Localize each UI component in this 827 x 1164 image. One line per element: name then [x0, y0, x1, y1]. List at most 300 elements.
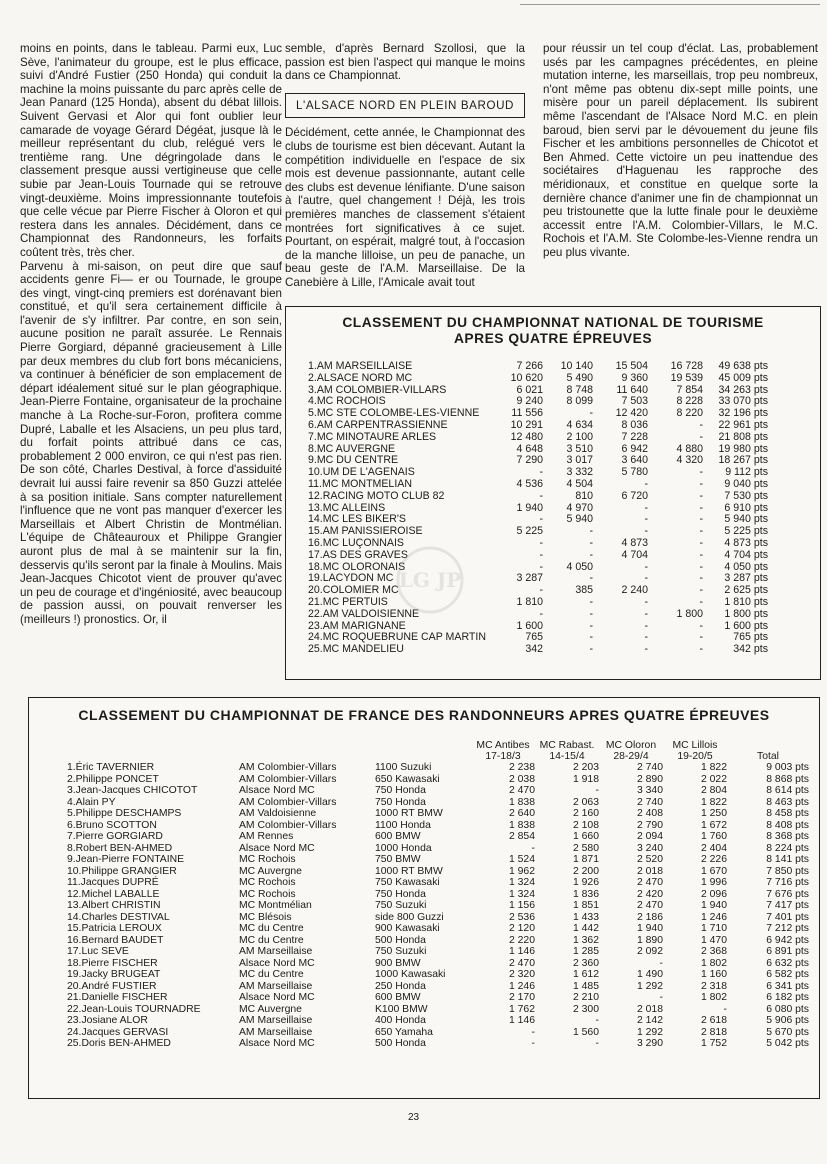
round-points: 2 142 — [636, 1015, 663, 1026]
round-points: 2 804 — [700, 785, 727, 796]
total-points: 3 287 pts — [724, 572, 768, 585]
club-name: 25.MC MANDELIEU — [308, 643, 404, 656]
total-points: 6 632 pts — [766, 957, 809, 969]
round-points: - — [699, 513, 703, 526]
round-points: 2 818 — [700, 1026, 727, 1038]
total-points: 5 225 pts — [724, 525, 768, 538]
tourism-table — [308, 361, 768, 656]
table-row — [308, 432, 768, 444]
total-points: 19 980 pts — [718, 442, 768, 455]
round-points: 8 220 — [676, 407, 703, 420]
motorcycle: 750 Suzuki — [375, 946, 427, 957]
total-points: 765 pts — [733, 631, 768, 644]
header-spacer — [375, 734, 471, 762]
motorcycle: 1000 RT BMW — [375, 808, 443, 819]
total-points: 5 670 pts — [766, 1026, 809, 1038]
total-points: 8 408 pts — [766, 819, 809, 831]
club-name: 8.MC AUVERGNE — [308, 442, 396, 455]
total-points: 18 267 pts — [718, 454, 768, 467]
club-name: 18.MC OLORONAIS — [308, 560, 406, 573]
club: Alsace Nord MC — [239, 785, 315, 796]
total-points: 21 808 pts — [718, 430, 768, 443]
motorcycle: 750 Suzuki — [375, 900, 427, 911]
round-points: 6 021 — [516, 383, 543, 396]
round-points: - — [531, 1038, 535, 1049]
round-points: - — [595, 785, 599, 796]
total-points: 9 003 pts — [766, 762, 809, 773]
round-points: 1 246 — [700, 911, 727, 923]
round-points: 1 146 — [508, 1015, 535, 1026]
table-row — [67, 820, 809, 832]
club-name: 23.AM MARIGNANE — [308, 619, 406, 632]
club: AM Valdoisienne — [239, 808, 317, 819]
round-points: - — [539, 466, 543, 479]
round-points: 1 710 — [700, 923, 727, 934]
round-points: 6 720 — [621, 489, 648, 502]
round-points: 2 203 — [572, 762, 599, 773]
rider-name: 14.Charles DESTIVAL — [67, 911, 170, 923]
rider-name: 11.Jacques DUPRÉ — [67, 877, 159, 888]
round-points: 1 156 — [508, 900, 535, 911]
round-points: 10 620 — [510, 371, 543, 384]
motorcycle: 650 Yamaha — [375, 1026, 433, 1038]
club-name: 21.MC PERTUIS — [308, 595, 388, 608]
round-points: 2 018 — [636, 865, 663, 877]
round-points: - — [589, 572, 593, 585]
round-points: 2 618 — [700, 1015, 727, 1026]
round-points: 2 520 — [636, 854, 663, 865]
round-points: 1 442 — [572, 923, 599, 934]
round-points: 2 640 — [508, 808, 535, 819]
total-points: 7 401 pts — [766, 911, 809, 923]
round-points: - — [699, 489, 703, 502]
round-points: - — [659, 992, 663, 1003]
rider-name: 22.Jean-Louis TOURNADRE — [67, 1003, 201, 1015]
club: Alsace Nord MC — [239, 957, 315, 969]
round-points: 2 186 — [636, 911, 663, 923]
club: MC Auvergne — [239, 1003, 302, 1015]
club: MC Blésois — [239, 911, 292, 923]
rider-name: 10.Philippe GRANGIER — [67, 865, 177, 877]
round-points: 1 485 — [572, 980, 599, 992]
round-points: - — [723, 1003, 727, 1015]
club-name: 14.MC LES BIKER'S — [308, 513, 406, 526]
round-points: 2 038 — [508, 773, 535, 785]
total-points: 5 906 pts — [766, 1015, 809, 1026]
rider-name: 7.Pierre GORGIARD — [67, 831, 163, 842]
round-points: - — [699, 619, 703, 632]
motorcycle: 900 Kawasaki — [375, 923, 440, 934]
club-name: 20.COLOMIER MC — [308, 584, 399, 597]
round-points: 2 536 — [508, 911, 535, 923]
tourism-ranking-box — [285, 306, 821, 680]
round-points: - — [699, 477, 703, 490]
motorcycle: 750 Kawasaki — [375, 877, 440, 888]
rider-name: 20.André FUSTIER — [67, 980, 157, 992]
total-points: 6 910 pts — [724, 501, 768, 514]
total-points: 45 009 pts — [718, 371, 768, 384]
round-points: 3 640 — [621, 454, 648, 467]
round-points: - — [699, 501, 703, 514]
round-points: 6 942 — [621, 442, 648, 455]
club-name: 2.ALSACE NORD MC — [308, 371, 413, 384]
total-points: 2 625 pts — [724, 584, 768, 597]
table-row — [67, 797, 809, 809]
table-row — [308, 609, 768, 621]
total-points: 7 716 pts — [766, 877, 809, 888]
total-points: 1 600 pts — [724, 619, 768, 632]
table-row — [308, 373, 768, 385]
round-points: 2 360 — [572, 957, 599, 969]
table-row — [67, 981, 809, 993]
total-points: 7 676 pts — [766, 888, 809, 900]
round-points: - — [644, 572, 648, 585]
rider-name: 24.Jacques GERVASI — [67, 1026, 169, 1038]
round-points: - — [589, 631, 593, 644]
club-name: 3.AM COLOMBIER-VILLARS — [308, 383, 447, 396]
round-points: - — [699, 430, 703, 443]
total-points: 32 196 pts — [718, 407, 768, 420]
round-points: 2 096 — [700, 888, 727, 900]
round-points: 1 940 — [700, 900, 727, 911]
total-points: 8 463 pts — [766, 796, 809, 808]
total-points: 6 080 pts — [766, 1003, 809, 1015]
club: MC du Centre — [239, 934, 304, 946]
total-points: 9 112 pts — [725, 466, 768, 479]
round-points: 1 890 — [636, 934, 663, 946]
round-points: 1 802 — [700, 957, 727, 969]
round-points: 1 250 — [700, 808, 727, 819]
round-points: 2 470 — [636, 877, 663, 888]
club-name: 11.MC MONTMELIAN — [308, 477, 412, 490]
round-points: 4 970 — [566, 501, 593, 514]
round-points: 8 099 — [566, 395, 593, 408]
round-points: - — [589, 525, 593, 538]
round-points: 9 240 — [516, 395, 543, 408]
table-row — [308, 479, 768, 491]
round-points: - — [589, 643, 593, 656]
rider-name: 2.Philippe PONCET — [67, 773, 159, 785]
total-points: 7 530 pts — [724, 489, 768, 502]
club: MC du Centre — [239, 923, 304, 934]
club: AM Colombier-Villars — [239, 773, 337, 785]
club-name: 13.MC ALLEINS — [308, 501, 386, 514]
club: AM Colombier-Villars — [239, 819, 337, 831]
round-points: 11 640 — [616, 383, 648, 396]
round-points: 1 810 — [516, 595, 543, 608]
table-row — [67, 900, 809, 912]
round-points: - — [539, 560, 543, 573]
round-points: 4 504 — [566, 477, 593, 490]
round-points: - — [699, 643, 703, 656]
round-points: 12 480 — [510, 430, 543, 443]
table-row — [67, 854, 809, 866]
round-points: 1 560 — [572, 1026, 599, 1038]
table-row — [308, 538, 768, 550]
club-name: 19.LACYDON MC — [308, 572, 394, 585]
paragraph: pour réussir un tel coup d'éclat. Las, probablement usés par les campagnes précédentes, en pleine mutation interne, les marseillais, trop peu nombreux, n'ont même pas obtenu dix-sept mille points, une misère pour un pareil déplacement. Ils subirent même l'ascendant de l'Alsace Nord M.C. en plein baroud, bien servi par le dévouement du jeune fils Fischer et les ambitions personnelles de Chicotot et Ben Ahmed. Cette victoire un peu inattendue des sociétaires d'Haguenau les rapproche des méridionaux, et constitue en quelque sorte la dernière chance d'animer une fin de championnat un peu tristounette que la lutte finale pour le deuxième accessit entre l'A.M. Colombier-Villars, le M.C. Rochois et l'A.M. Ste Colombe-les-Vienne rendra un peu plus vivante. — [543, 42, 818, 259]
table-row — [67, 831, 809, 843]
column-middle — [285, 42, 525, 290]
round-points: 1 851 — [572, 900, 599, 911]
round-points: - — [659, 957, 663, 969]
round-points: 2 470 — [508, 957, 535, 969]
round-points: 5 490 — [566, 371, 593, 384]
round-points: 3 287 — [516, 572, 543, 585]
motorcycle: 750 Honda — [375, 796, 426, 808]
motorcycle: 600 BMW — [375, 831, 421, 842]
rider-name: 4.Alain PY — [67, 796, 116, 808]
rider-name: 12.Michel LABALLE — [67, 888, 160, 900]
round-points: 2 470 — [508, 785, 535, 796]
rider-name: 5.Philippe DESCHAMPS — [67, 808, 182, 819]
header-spacer — [239, 734, 375, 762]
round-points: 2 318 — [700, 980, 727, 992]
round-points: - — [644, 607, 648, 620]
total-points: 8 458 pts — [766, 808, 809, 819]
table-row — [67, 877, 809, 889]
motorcycle: 250 Honda — [375, 980, 426, 992]
motorcycle: 650 Kawasaki — [375, 773, 440, 785]
column-header: MC Rabast. 14-15/4 — [539, 740, 595, 762]
round-points: 9 360 — [621, 371, 648, 384]
round-points: 2 320 — [508, 969, 535, 980]
watermark-logo — [395, 545, 465, 615]
round-points: 1 838 — [508, 819, 535, 831]
round-points: 1 940 — [516, 501, 543, 514]
club: Alsace Nord MC — [239, 992, 315, 1003]
total-points: 8 224 pts — [766, 842, 809, 854]
round-points: 1 752 — [700, 1038, 727, 1049]
club-name: 1.AM MARSEILLAISE — [308, 360, 413, 372]
round-points: 2 790 — [636, 819, 663, 831]
rider-name: 1.Éric TAVERNIER — [67, 762, 155, 773]
round-points: 2 094 — [636, 831, 663, 842]
round-points: - — [644, 643, 648, 656]
rider-name: 3.Jean-Jacques CHICOTOT — [67, 785, 198, 796]
round-points: - — [644, 560, 648, 573]
table-row — [308, 420, 768, 432]
round-points: - — [644, 525, 648, 538]
total-points: 7 850 pts — [766, 865, 809, 877]
round-points: 2 018 — [636, 1003, 663, 1015]
motorcycle: 750 BMW — [375, 854, 421, 865]
round-points: 4 880 — [676, 442, 703, 455]
rider-name: 8.Robert BEN-AHMED — [67, 842, 173, 854]
total-points: 6 582 pts — [766, 969, 809, 980]
section-heading: L'ALSACE NORD EN PLEIN BAROUD — [285, 93, 525, 119]
total-points: 8 368 pts — [766, 831, 809, 842]
round-points: 1 996 — [700, 877, 727, 888]
round-points: 2 470 — [636, 900, 663, 911]
paragraph: semble, d'après Bernard Szollosi, que la passion est bien l'aspect qui manque le moins dans ce Championnat. — [285, 42, 525, 83]
table-row — [67, 762, 809, 774]
table-row — [67, 992, 809, 1004]
table-row — [67, 808, 809, 820]
total-points: 1 810 pts — [724, 595, 768, 608]
table-title: CLASSEMENT DU CHAMPIONNAT DE FRANCE DES RANDONNEURS APRES QUATRE ÉPREUVES — [78, 707, 770, 723]
motorcycle: 400 Honda — [375, 1015, 426, 1026]
round-points: 16 728 — [670, 360, 703, 372]
round-points: - — [589, 536, 593, 549]
round-points: 4 634 — [566, 418, 593, 431]
round-points: - — [589, 595, 593, 608]
round-points: 1 524 — [508, 854, 535, 865]
round-points: - — [531, 842, 535, 854]
round-points: 2 063 — [572, 796, 599, 808]
round-points: - — [699, 584, 703, 597]
round-points: 2 300 — [572, 1003, 599, 1015]
club-name: 22.AM VALDOISIENNE — [308, 607, 420, 620]
round-points: 3 290 — [636, 1038, 663, 1049]
total-points: 8 141 pts — [766, 854, 809, 865]
round-points: 7 503 — [621, 395, 648, 408]
round-points: 10 291 — [510, 418, 543, 431]
round-points: 2 108 — [572, 819, 599, 831]
rider-name: 19.Jacky BRUGEAT — [67, 969, 161, 980]
motorcycle: 1100 Suzuki — [375, 762, 432, 773]
total-points: 8 868 pts — [766, 773, 809, 785]
round-points: - — [644, 619, 648, 632]
motorcycle: 750 Honda — [375, 888, 426, 900]
round-points: 2 220 — [508, 934, 535, 946]
column-header: MC Oloron 28-29/4 — [605, 740, 657, 762]
paragraph: Parvenu à mi-saison, on peut dire que sauf accidents genre Fi–– er ou Tournade, le groupe des vingt, vingt-cinq premiers est dorénavant bien constitué, et qu'il sera certainement difficile à l'avenir de s'y infiltrer. Par contre, en son sein, aucune position ne paraît assurée. Le Rennais Pierre Gorgiard, dépanné gracieusement à Lille par deux membres du club fort bons mécaniciens, va continuer à bénéficier de son emplacement de départ idéalement situé sur le plan géographique. Jean-Pierre Fontaine, organisateur de la prochaine manche à La Roche-sur-Foron, profitera comme Dupré, Laballe et les Alsaciens, un peu plus tard, du forfait points attribué dans ce cas, probablement 2 000 environ, ce qui n'est pas rien. De son côté, Charles Destival, à force d'assiduité devrait lui aussi faire revenir sa 850 Guzzi attelée à sa position initiale. Sans compter naturellement l'influence que ne vont pas manquer d'exercer les Marseillais et Albert Christin de Montmélian. L'équipe de Châteauroux et Philippe Grangier auront plus de mal à se maintenir sur la fin, desservis qu'ils seront par la finale à Moulins. Mais Jean-Jacques Chicotot vient de prouver qu'avec un peu de courage et d'ingéniosité, avec beaucoup de passion aussi, on pouvait renverser les (meilleurs !) pronostics. Or, il — [20, 259, 282, 626]
round-points: 15 504 — [615, 360, 648, 372]
club: Alsace Nord MC — [239, 1038, 315, 1049]
club: AM Marseillaise — [239, 980, 313, 992]
round-points: - — [699, 466, 703, 479]
club: MC Rochois — [239, 888, 296, 900]
total-points: 6 891 pts — [766, 946, 809, 957]
table-row — [67, 958, 809, 970]
motorcycle: 900 BMW — [375, 957, 421, 969]
round-points: 4 704 — [621, 548, 648, 561]
round-points: 12 420 — [615, 407, 648, 420]
round-points: 385 — [575, 584, 593, 597]
round-points: 3 332 — [566, 466, 593, 479]
round-points: 3 240 — [636, 842, 663, 854]
round-points: 8 228 — [676, 395, 703, 408]
round-points: 1 800 — [676, 607, 703, 620]
total-points: 49 638 pts — [718, 360, 768, 372]
round-points: 2 238 — [508, 762, 535, 773]
club: Alsace Nord MC — [239, 842, 315, 854]
round-points: 3 510 — [566, 442, 593, 455]
round-points: - — [699, 631, 703, 644]
round-points: 4 873 — [621, 536, 648, 549]
motorcycle: 500 Honda — [375, 1038, 426, 1049]
round-points: 1 836 — [572, 888, 599, 900]
rider-name: 17.Luc SEVE — [67, 946, 129, 957]
table-row — [67, 1027, 809, 1039]
round-points: 342 — [525, 643, 543, 656]
round-points: 1 871 — [572, 854, 599, 865]
round-points: - — [699, 560, 703, 573]
round-points: 1 660 — [572, 831, 599, 842]
round-points: 7 854 — [676, 383, 703, 396]
round-points: 1 362 — [572, 934, 599, 946]
round-points: 1 285 — [572, 946, 599, 957]
motorcycle: 500 Honda — [375, 934, 426, 946]
round-points: - — [699, 572, 703, 585]
motorcycle: 1100 Honda — [375, 819, 431, 831]
club-name: 7.MC MINOTAURE ARLES — [308, 430, 437, 443]
rider-name: 13.Albert CHRISTIN — [67, 900, 161, 911]
total-points: 22 961 pts — [718, 418, 768, 431]
round-points: 1 802 — [700, 992, 727, 1003]
round-points: 1 324 — [508, 888, 535, 900]
round-points: 2 120 — [508, 923, 535, 934]
club-name: 15.AM PANISSIEROISE — [308, 525, 423, 538]
round-points: 765 — [525, 631, 543, 644]
table-row — [67, 866, 809, 878]
round-points: 2 200 — [572, 865, 599, 877]
total-points: 5 042 pts — [766, 1038, 809, 1049]
motorcycle: 1000 RT BMW — [375, 865, 443, 877]
club: AM Rennes — [239, 831, 294, 842]
round-points: 10 140 — [560, 360, 593, 372]
column-right — [543, 42, 818, 260]
club-name: 9.MC DU CENTRE — [308, 454, 399, 467]
randonneurs-table — [67, 734, 809, 1050]
round-points: 1 324 — [508, 877, 535, 888]
round-points: - — [539, 607, 543, 620]
rider-name: 16.Bernard BAUDET — [67, 934, 164, 946]
round-points: 1 918 — [572, 773, 599, 785]
round-points: 3 340 — [636, 785, 663, 796]
club-name: 6.AM CARPENTRASSIENNE — [308, 418, 448, 431]
round-points: 3 017 — [566, 454, 593, 467]
total-points: 8 614 pts — [766, 785, 809, 796]
club-name: 12.RACING MOTO CLUB 82 — [308, 489, 445, 502]
column-header: MC Antibes 17-18/3 — [476, 740, 530, 762]
header-spacer — [67, 734, 239, 762]
round-points: 1 246 — [508, 980, 535, 992]
round-points: - — [699, 536, 703, 549]
table-row — [67, 912, 809, 924]
table-row — [67, 946, 809, 958]
page-number: 23 — [407, 1112, 420, 1123]
round-points: 1 433 — [572, 911, 599, 923]
motorcycle: 1000 Honda — [375, 842, 432, 854]
total-points: 9 040 pts — [724, 477, 768, 490]
round-points: 11 556 — [511, 407, 543, 420]
club-name: 24.MC ROQUEBRUNE CAP MARTIN — [308, 631, 486, 644]
round-points: 2 740 — [636, 796, 663, 808]
round-points: 1 292 — [636, 1026, 663, 1038]
round-points: 1 600 — [516, 619, 543, 632]
table-row — [67, 1038, 809, 1050]
table-row — [308, 597, 768, 609]
round-points: 5 940 — [566, 513, 593, 526]
round-points: - — [589, 407, 593, 420]
club: MC Montmélian — [239, 900, 312, 911]
round-points: - — [589, 607, 593, 620]
table-row — [67, 1015, 809, 1027]
round-points: 19 539 — [670, 371, 703, 384]
table-row — [67, 889, 809, 901]
round-points: 2 170 — [508, 992, 535, 1003]
round-points: - — [644, 477, 648, 490]
round-points: 1 490 — [636, 969, 663, 980]
round-points: - — [644, 595, 648, 608]
round-points: - — [595, 1015, 599, 1026]
round-points: 1 822 — [700, 796, 727, 808]
total-points: 33 070 pts — [718, 395, 768, 408]
club: AM Marseillaise — [239, 1015, 313, 1026]
round-points: - — [644, 501, 648, 514]
